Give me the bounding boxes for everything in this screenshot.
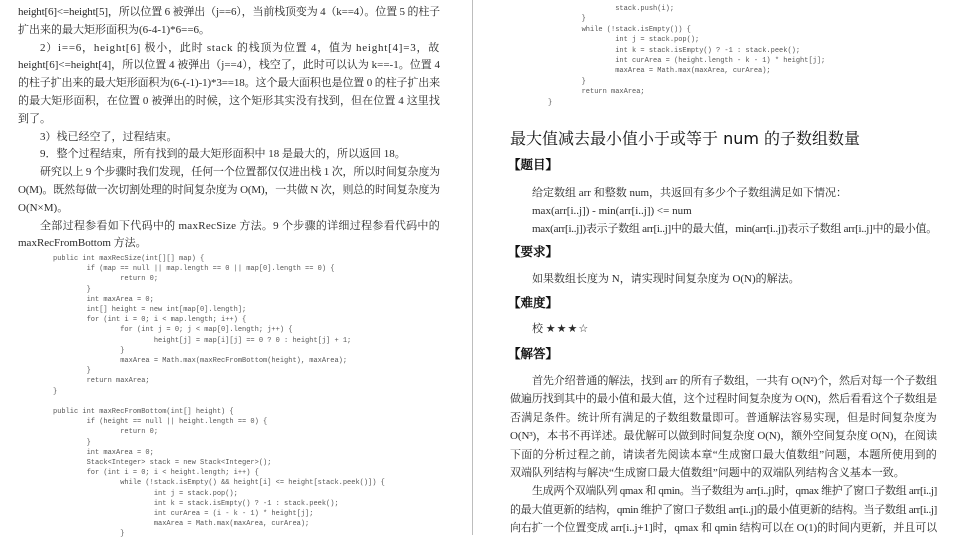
code-line: return maxArea; (548, 88, 645, 97)
code-line: return maxArea; (53, 377, 150, 386)
text-line: 全部过程参看如下代码中的 maxRecSize 方法。9 个步骤的详细过程参看代码中的 (40, 219, 440, 232)
code-line: int maxArea = 0; (53, 448, 154, 457)
problem-heading: 【题目】 (508, 157, 559, 172)
code-line: int maxArea = 0; (53, 295, 154, 304)
problem-line: max(arr[i..j])表示子数组 arr[i..j]中的最大值，min(arr[i..j])表示子数组 arr[i..j]中的最小值。 (532, 223, 937, 236)
text-line: 扩出来的最大矩形面积为(6-4-1)*6==6。 (18, 23, 211, 36)
page-divider (472, 0, 473, 535)
text-line: 研究以上 9 个步骤时我们发现，任何一个位置都仅仅进出栈 1 次，所以时间复杂度为 (40, 166, 440, 179)
text-line: O(M)。既然每做一次切割处理的时间复杂度为 O(M)，一共做 N 次，则总的时间复杂度为 (18, 184, 440, 196)
code-line: } (53, 387, 58, 396)
code-line: int curArea = (height.length - k - 1) * height[j]; (548, 57, 826, 65)
code-line: maxArea = Math.max(maxArea, curArea); (53, 520, 310, 529)
code-line: if (map == null || map.length == 0 || map[0].length == 0) { (53, 265, 335, 274)
text-line: 2）i==6，height[6] 极小，此时 stack 的栈顶为位置 4，值为 height[4]=3，故 (40, 41, 440, 54)
code-line: return 0; (53, 428, 159, 437)
text-line: 到了。 (18, 112, 51, 125)
code-line: int curArea = (i - k - 1) * height[j]; (53, 510, 314, 518)
code-line: } (548, 98, 553, 107)
answer-line: 双端队列结构与解决“生成窗口最大值数组”问题中的双端队列结构含义基本一致。 (510, 467, 905, 479)
code-line: int k = stack.isEmpty() ? -1 : stack.peek(); (548, 46, 801, 55)
code-line: public int maxRecSize(int[][] map) { (53, 255, 205, 263)
answer-heading: 【解答】 (508, 346, 559, 361)
text-line: height[6]<=height[5]，所以位置 6 被弹出（j==6），当前栈顶变为 4（k==4）。位置 5 的柱子 (18, 6, 440, 18)
code-line: Stack<Integer> stack = new Stack<Integer>(); (53, 459, 272, 467)
code-line: stack.push(i); (548, 5, 675, 13)
right-page (474, 0, 955, 535)
section-title: 最大值减去最小值小于或等于 num 的子数组数量 (510, 129, 861, 148)
code-line: maxArea = Math.max(maxArea, curArea); (548, 67, 771, 76)
difficulty-rating (532, 322, 589, 336)
answer-line: 否满足条件。统计所有满足的子数组数量即可。普通解法容易实现，但是时间复杂度为 (510, 411, 937, 424)
code-line: if (height == null || height.length == 0) { (53, 418, 268, 427)
code-line: for (int j = 0; j < map[0].length; j++) { (53, 326, 293, 335)
text-line: O(N×M)。 (18, 201, 69, 214)
code-line: } (53, 346, 125, 355)
code-line: for (int i = 0; i < height.length; i++) { (53, 469, 259, 478)
difficulty-label: 校 (532, 323, 543, 335)
code-line: } (53, 530, 125, 539)
text-line: 的柱子扩出来的最大矩形面积为(6-(-1)-1)*3==18。这个最大面积也是位置 0 的柱子扩出来 (18, 77, 440, 90)
code-line: } (548, 77, 586, 86)
answer-line: 做遍历找到其中的最小值和最大值，这个过程时间复杂度为 O(N)，然后看看这个子数组是 (510, 393, 937, 406)
code-line: return 0; (53, 275, 159, 284)
code-line: int j = stack.pop(); (548, 36, 700, 45)
code-line: int[] height = new int[map[0].length]; (53, 306, 247, 314)
text-line: 9．整个过程结束，所有找到的最大矩形面积中 18 是最大的，所以返回 18。 (40, 148, 406, 161)
code-line: while (!stack.isEmpty()) { (548, 25, 691, 34)
code-line: } (53, 285, 91, 294)
code-line: for (int i = 0; i < map.length; i++) { (53, 316, 247, 325)
problem-line: max(arr[i..j]) - min(arr[i..j]) <= num (532, 205, 692, 218)
code-line: int k = stack.isEmpty() ? -1 : stack.peek(); (53, 499, 339, 508)
text-line: maxRecFromBottom 方法。 (18, 237, 147, 250)
problem-line: 给定数组 arr 和整数 num，共返回有多少个子数组满足如下情况： (532, 187, 848, 199)
code-line: public int maxRecFromBottom(int[] height) { (53, 408, 234, 416)
code-line: } (53, 367, 91, 376)
code-line: } (53, 438, 91, 447)
requirement-heading: 【要求】 (508, 244, 559, 259)
left-page (0, 0, 472, 539)
code-line: while (!stack.isEmpty() && height[i] <= height[stack.peek()]) { (53, 479, 385, 488)
code-line: int j = stack.pop(); (53, 489, 238, 498)
answer-line: 的最大值更新的结构，qmin 维护了窗口子数组 arr[i..j]的最小值更新的结构。当子数组 arr[i..j] (510, 503, 937, 516)
text-line: 的最大矩形面积，在位置 0 被弹出的时候，这个矩形其实没有找到，但在位置 4 这里找 (18, 95, 440, 107)
answer-line: 下面的分析过程之前，请读者先阅读本章“生成窗口最大值数组”问题，本题所使用到的 (510, 448, 937, 461)
code-line: height[j] = map[i][j] == 0 ? 0 : height[j] + 1; (53, 336, 352, 345)
answer-line: O(N³)，本书不再详述。最优解可以做到时间复杂度 O(N)，额外空间复杂度 O(N)，在阅读 (510, 430, 937, 443)
text-line: height[6]<=height[4]，所以位置 4 被弹出（j==4），栈空了，此时可以认为 k==-1。位置 4 (18, 59, 440, 72)
difficulty-heading: 【难度】 (508, 295, 559, 310)
requirement-text: 如果数组长度为 N，请实现时间复杂度为 O(N)的解法。 (532, 273, 800, 285)
code-line: } (548, 15, 586, 24)
text-line: 3）栈已经空了，过程结束。 (40, 130, 178, 143)
answer-line: 向右扩一个位置变成 arr[i..j+1]时，qmax 和 qmin 结构可以在 O(1)的时间内更新，并且可以 (510, 522, 937, 535)
answer-line: 生成两个双端队列 qmax 和 qmin。当子数组为 arr[i..j]时，qmax 维护了窗口子数组 arr[i..j] (532, 485, 937, 498)
code-line: maxArea = Math.max(maxRecFromBottom(height), maxArea); (53, 357, 348, 365)
star-rating-icon: ★★★☆ (545, 323, 590, 335)
answer-line: 首先介绍普通的解法，找到 arr 的所有子数组，一共有 O(N²)个，然后对每一个子数组 (532, 375, 937, 387)
